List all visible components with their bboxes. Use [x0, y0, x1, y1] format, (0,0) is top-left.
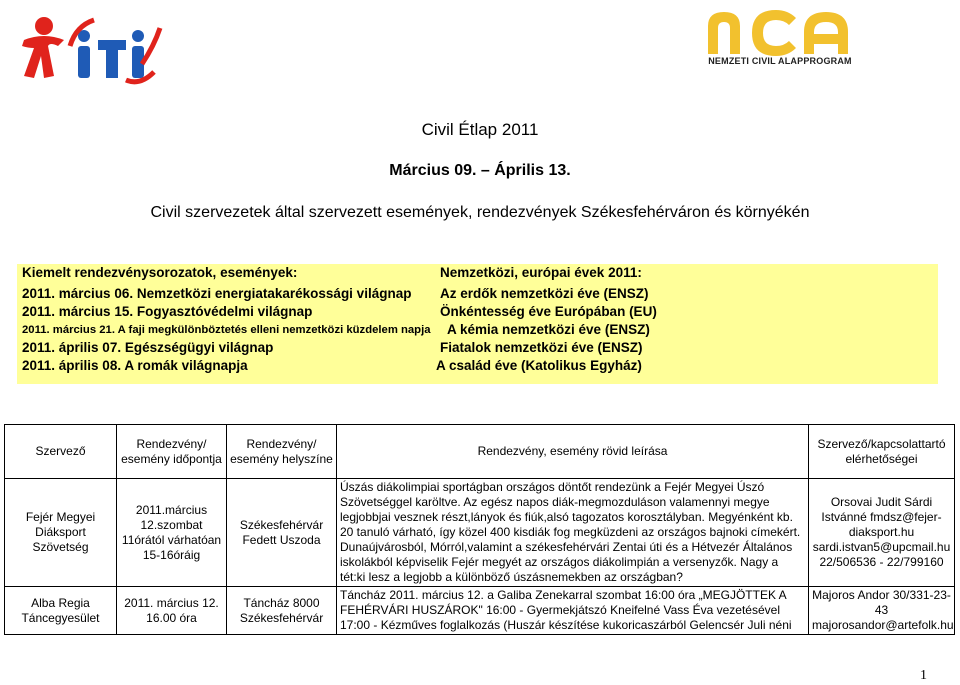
- highlight-right-header: Nemzetközi, európai évek 2011:: [440, 265, 642, 280]
- header-venue: Rendezvény/ esemény helyszíne: [227, 425, 337, 479]
- nca-subtitle: NEMZETI CIVIL ALAPPROGRAM: [708, 56, 852, 66]
- header-description: Rendezvény, esemény rövid leírása: [337, 425, 809, 479]
- highlight-right-item: Önkéntesség éve Európában (EU): [440, 304, 657, 319]
- highlight-left-header: Kiemelt rendezvénysorozatok, események:: [22, 265, 298, 280]
- cell-venue: Táncház 8000 Székesfehérvár: [227, 587, 337, 635]
- highlight-right-item: A család éve (Katolikus Egyház): [436, 358, 642, 373]
- table-header-row: [5, 425, 955, 479]
- cell-organizer: Fejér Megyei Diáksport Szövetség: [5, 479, 117, 587]
- table-row: [5, 479, 955, 587]
- page-number: 1: [920, 668, 927, 683]
- table-row: [5, 587, 955, 635]
- highlight-left-item: 2011. április 08. A romák világnapja: [22, 358, 248, 373]
- highlight-left-item: 2011. március 06. Nemzetközi energiatakarékossági világnap: [22, 286, 412, 301]
- cell-contact: Orsovai Judit Sárdi Istvánné fmdsz@fejer-diaksport.hu sardi.istvan5@upcmail.hu 22/506536 - 22/799160: [809, 479, 955, 587]
- highlight-right-item: Fiatalok nemzetközi éve (ENSZ): [440, 340, 643, 355]
- cell-time: 2011. március 12. 16.00 óra: [117, 587, 227, 635]
- events-table: [4, 424, 955, 635]
- cell-time: 2011.március 12.szombat 11órától várhatóan 15-16óráig: [117, 479, 227, 587]
- highlight-left-item: 2011. március 15. Fogyasztóvédelmi világnap: [22, 304, 313, 319]
- cell-organizer: Alba Regia Táncegyesület: [5, 587, 117, 635]
- cell-description: Táncház 2011. március 12. a Galiba Zenekarral szombat 16:00 óra „MEGJÖTTEK A FEHÉRVÁRI HUSZÁROK" 16:00 - Gyermekjátszó Kneifelné Vass Éva vezetésével 17:00 - Kézműves foglalkozás (Huszár készítése kukoricaszárból Gelencsér Juli néni: [337, 587, 809, 635]
- doc-subtitle: Civil szervezetek által szervezett események, rendezvények Székesfehérváron és környékén: [150, 204, 810, 221]
- cell-description: Úszás diákolimpiai sportágban országos döntőt rendezünk a Fejér Megyei Úszó Szövetséggel karöltve. Az egész napos diák-megmozduláson valamennyi megye legjobbjai vesznek részt,lányok és fiúk,alsó tagozatos korosztályban. Megyénként kb. 20 tanuló várható, így közel 400 kisdiák fog megküzdeni az országos bajnoki címekért. Dunaújvárosból, Mórról,valamint a székesfehérvári Zentai úti és a Hétvezér Általános iskolákból képviselik Fejér megyét az országos diákolimpián a versenyzők. Nagy a tét:ki lesz a legjobb a különböző úszásnemekben az országban?: [337, 479, 809, 587]
- date-range: Március 09. – Április 13.: [389, 162, 571, 179]
- header-contact: Szervező/kapcsolattartó elérhetőségei: [809, 425, 955, 479]
- doc-title: Civil Étlap 2011: [421, 120, 539, 139]
- highlight-right-item: A kémia nemzetközi éve (ENSZ): [447, 322, 650, 337]
- cell-contact: Majoros Andor 30/331-23-43 majorosandor@artefolk.hu: [809, 587, 955, 635]
- header-time: Rendezvény/ esemény időpontja: [117, 425, 227, 479]
- cell-venue: Székesfehérvár Fedett Uszoda: [227, 479, 337, 587]
- kiti-logo: [14, 6, 164, 88]
- highlight-left-item: 2011. március 21. A faji megkülönböztetés elleni nemzetközi küzdelem napja: [22, 324, 431, 336]
- highlight-right-item: Az erdők nemzetközi éve (ENSZ): [440, 286, 649, 301]
- header-organizer: Szervező: [5, 425, 117, 479]
- highlight-left-item: 2011. április 07. Egészségügyi világnap: [22, 340, 274, 355]
